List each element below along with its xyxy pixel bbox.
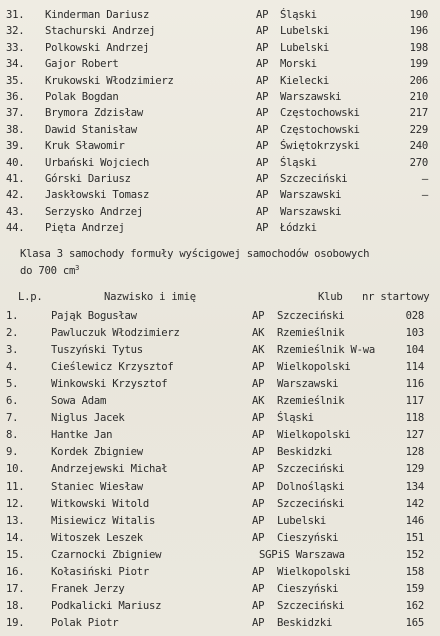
club-type: AP — [256, 173, 269, 185]
driver-name: Podkalicki Mariusz — [51, 599, 162, 612]
club-type: AK — [252, 395, 265, 408]
club-type: AP — [252, 378, 265, 391]
driver-name: Krukowski Włodzimierz — [45, 74, 174, 87]
club-type: AK — [252, 344, 265, 357]
start-number: 104 — [405, 344, 424, 357]
club-name: Morski — [280, 58, 317, 71]
driver-name: Czarnocki Zbigniew — [51, 548, 162, 561]
row-number: 37. — [6, 107, 25, 120]
driver-name: Witkowski Witold — [51, 497, 150, 510]
driver-name: Winkowski Krzysztof — [51, 378, 168, 391]
club-name: Rzemieślnik — [277, 327, 345, 340]
club-type: AK — [252, 327, 265, 340]
column-header-name: Nazwisko i imię — [104, 291, 196, 303]
club-type: AP — [252, 310, 265, 322]
row-number: 15. — [6, 548, 25, 561]
club-name: SGPiS Warszawa — [259, 548, 345, 561]
driver-name: Kruk Sławomir — [45, 140, 125, 153]
club-type: AP — [252, 582, 265, 595]
start-number: 270 — [409, 156, 428, 169]
column-header-start: nr startowy — [362, 291, 430, 303]
row-number: 43. — [6, 205, 25, 218]
table-row — [0, 72, 440, 90]
row-number: 44. — [6, 222, 25, 235]
driver-name: Witoszek Leszek — [51, 531, 143, 544]
start-number: 118 — [405, 412, 424, 425]
start-number: 028 — [405, 310, 424, 322]
table-row — [0, 392, 440, 410]
club-type: AP — [252, 480, 265, 493]
row-number: 34. — [6, 58, 25, 71]
driver-name: Polak Bogdan — [45, 91, 119, 103]
club-name: Wielkopolski — [277, 361, 351, 374]
class-heading-line2 — [20, 263, 430, 280]
club-type: AP — [252, 463, 265, 476]
driver-name: Kinderman Dariusz — [45, 9, 150, 21]
row-number: 4. — [6, 361, 19, 374]
club-name: Szczeciński — [277, 599, 345, 612]
driver-name: Urbański Wojciech — [45, 156, 150, 169]
table-row — [0, 358, 440, 376]
driver-name: Pięta Andrzej — [45, 222, 125, 235]
driver-name: Cieślewicz Krzysztof — [51, 361, 174, 374]
driver-name: Misiewicz Witalis — [51, 514, 156, 527]
driver-name: Sowa Adam — [51, 395, 107, 408]
club-name: Szczeciński — [277, 310, 345, 322]
driver-name: Polkowski Andrzej — [45, 41, 150, 54]
table-row — [0, 443, 440, 461]
club-name: Szczeciński — [277, 463, 345, 476]
club-type: AP — [252, 531, 265, 544]
row-number: 11. — [6, 480, 25, 493]
row-number: 40. — [6, 156, 25, 169]
club-name: Kielecki — [280, 74, 330, 87]
club-type: AP — [256, 205, 269, 218]
club-name: Cieszyński — [277, 531, 339, 544]
start-number: 146 — [405, 514, 424, 527]
row-number: 6. — [6, 395, 19, 408]
club-type: AP — [252, 616, 265, 629]
club-name: Łódzki — [280, 222, 317, 235]
row-number: 31. — [6, 9, 25, 21]
club-name: Szczeciński — [277, 497, 345, 510]
table-row — [0, 409, 440, 427]
club-name: Lubelski — [277, 514, 327, 527]
club-name: Warszawski — [280, 189, 342, 202]
row-number: 17. — [6, 582, 25, 595]
table-row — [0, 203, 440, 221]
class-heading-capacity: do 700 cm — [20, 265, 76, 277]
club-name: Warszawski — [277, 378, 339, 391]
start-number: 159 — [405, 582, 424, 595]
row-number: 2. — [6, 327, 19, 340]
club-type: AP — [256, 25, 269, 38]
driver-name: Brymora Zdzisław — [45, 107, 144, 120]
table-row — [0, 121, 440, 139]
club-name: Wielkopolski — [277, 565, 351, 578]
club-name: Warszawski — [280, 205, 342, 218]
table-row — [0, 324, 440, 342]
driver-name: Pająk Bogusław — [51, 310, 137, 322]
start-number: 199 — [409, 58, 428, 71]
club-type: AP — [252, 599, 265, 612]
row-number: 42. — [6, 189, 25, 202]
driver-name: Niglus Jacek — [51, 412, 125, 425]
club-type: AP — [256, 58, 269, 71]
club-type: AP — [256, 107, 269, 120]
table-row — [0, 154, 440, 172]
start-number: 217 — [409, 107, 428, 120]
club-name: Rzemieślnik W-wa — [277, 344, 376, 357]
row-number: 32. — [6, 25, 25, 38]
row-number: 35. — [6, 74, 25, 87]
table-row — [0, 529, 440, 547]
club-type: AP — [252, 565, 265, 578]
start-number: 134 — [405, 480, 424, 493]
row-number: 13. — [6, 514, 25, 527]
row-number: 36. — [6, 91, 25, 103]
row-number: 5. — [6, 378, 19, 391]
table-row — [0, 88, 440, 106]
table-row — [0, 597, 440, 615]
club-type: AP — [256, 41, 269, 54]
start-number: 229 — [409, 123, 428, 136]
driver-name: Jaskłowski Tomasz — [45, 189, 150, 202]
start-number: 114 — [405, 361, 424, 374]
start-number: 240 — [409, 140, 428, 153]
club-type: AP — [256, 156, 269, 169]
club-type: AP — [256, 189, 269, 202]
row-number: 39. — [6, 140, 25, 153]
club-name: Rzemieślnik — [277, 395, 345, 408]
start-number: 165 — [405, 616, 424, 629]
club-name: Szczeciński — [280, 173, 348, 185]
club-name: Dolnośląski — [277, 480, 345, 493]
driver-name: Górski Dariusz — [45, 173, 131, 185]
table-row — [0, 580, 440, 598]
row-number: 14. — [6, 531, 25, 544]
driver-name: Tuszyński Tytus — [51, 344, 143, 357]
club-type: AP — [256, 74, 269, 87]
row-number: 41. — [6, 173, 25, 185]
table-row — [0, 478, 440, 496]
club-name: Warszawski — [280, 91, 342, 103]
start-number: 196 — [409, 25, 428, 38]
club-type: AP — [256, 9, 269, 21]
club-name: Beskidzki — [277, 616, 333, 629]
club-type: AP — [252, 514, 265, 527]
table-row — [0, 375, 440, 393]
table-row — [0, 614, 440, 632]
club-type: AP — [256, 123, 269, 136]
driver-name: Serzysko Andrzej — [45, 205, 144, 218]
start-number: 190 — [409, 9, 428, 21]
club-name: Lubelski — [280, 25, 330, 38]
row-number: 18. — [6, 599, 25, 612]
club-name: Śląski — [277, 412, 314, 425]
row-number: 10. — [6, 463, 25, 476]
club-name: Wielkopolski — [277, 429, 351, 442]
driver-name: Franek Jerzy — [51, 582, 125, 595]
driver-name: Dawid Stanisław — [45, 123, 137, 136]
table-row — [0, 137, 440, 155]
table-row — [0, 104, 440, 122]
table-row — [0, 460, 440, 478]
start-number: 152 — [405, 548, 424, 561]
row-number: 19. — [6, 616, 25, 629]
row-number: 7. — [6, 412, 19, 425]
table-row — [0, 341, 440, 359]
driver-name: Kołasiński Piotr — [51, 565, 150, 578]
row-number: 1. — [6, 310, 19, 322]
driver-name: Kordek Zbigniew — [51, 446, 143, 459]
club-type: AP — [256, 91, 269, 103]
table-row — [0, 170, 440, 188]
table-row — [0, 426, 440, 444]
table-row — [0, 563, 440, 581]
start-number: 198 — [409, 41, 428, 54]
start-number: 158 — [405, 565, 424, 578]
club-name: Śląski — [280, 9, 317, 21]
driver-name: Pawluczuk Włodzimierz — [51, 327, 180, 340]
table-row — [0, 219, 440, 237]
table-row — [0, 512, 440, 530]
start-number: 128 — [405, 446, 424, 459]
start-number: 127 — [405, 429, 424, 442]
club-type: AP — [252, 429, 265, 442]
start-number: – — [421, 189, 428, 202]
class-heading-unit-superscript: 3 — [75, 264, 80, 272]
club-name: Cieszyński — [277, 582, 339, 595]
club-type: AP — [256, 140, 269, 153]
column-header-lp: L.p. — [18, 291, 43, 303]
club-name: Beskidzki — [277, 446, 333, 459]
club-type: AP — [256, 222, 269, 235]
row-number: 8. — [6, 429, 19, 442]
start-number: 206 — [409, 74, 428, 87]
driver-name: Staniec Wiesław — [51, 480, 143, 493]
table-row — [0, 55, 440, 73]
table-row — [0, 546, 440, 564]
driver-name: Polak Piotr — [51, 616, 119, 629]
table-row — [0, 186, 440, 204]
start-number: 129 — [405, 463, 424, 476]
club-type: AP — [252, 412, 265, 425]
start-number: 162 — [405, 599, 424, 612]
table-row — [0, 307, 440, 325]
row-number: 33. — [6, 41, 25, 54]
club-type: AP — [252, 497, 265, 510]
start-number: 117 — [405, 395, 424, 408]
row-number: 9. — [6, 446, 19, 459]
club-name: Lubelski — [280, 41, 330, 54]
driver-name: Andrzejewski Michał — [51, 463, 168, 476]
club-type: AP — [252, 446, 265, 459]
club-name: Częstochowski — [280, 123, 360, 136]
table-row — [0, 39, 440, 57]
start-number: 151 — [405, 531, 424, 544]
row-number: 38. — [6, 123, 25, 136]
start-number: 142 — [405, 497, 424, 510]
start-number: 103 — [405, 327, 424, 340]
start-number: – — [421, 173, 428, 185]
table-row — [0, 495, 440, 513]
club-type: AP — [252, 361, 265, 374]
driver-name: Stachurski Andrzej — [45, 25, 156, 38]
driver-name: Hantke Jan — [51, 429, 113, 442]
club-name: Częstochowski — [280, 107, 360, 120]
start-number: 210 — [409, 91, 428, 103]
row-number: 16. — [6, 565, 25, 578]
row-number: 3. — [6, 344, 19, 357]
club-name: Świętokrzyski — [280, 140, 360, 153]
table-row — [0, 6, 440, 24]
class-heading-line1: Klasa 3 samochody formuły wyścigowej samochodów osobowych — [20, 248, 370, 260]
club-name: Śląski — [280, 156, 317, 169]
driver-name: Gajor Robert — [45, 58, 119, 71]
row-number: 12. — [6, 497, 25, 510]
table-row — [0, 22, 440, 40]
column-header-club: Klub — [318, 291, 343, 303]
start-number: 116 — [405, 378, 424, 391]
